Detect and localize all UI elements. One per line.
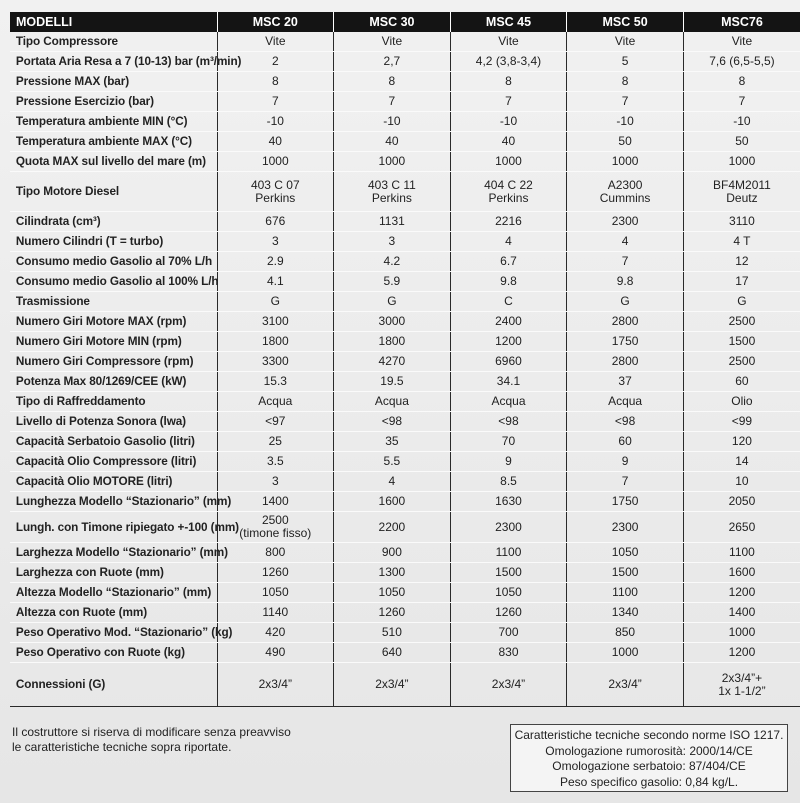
table-cell: 12	[683, 252, 800, 272]
cell-line: Deutz	[726, 190, 758, 205]
table-cell: 17	[683, 272, 800, 292]
norms-line: Caratteristiche tecniche secondo norme ISO 1217.	[514, 728, 784, 742]
table-cell: 3000	[334, 312, 451, 332]
table-cell: 5.5	[334, 452, 451, 472]
table-cell: Acqua	[217, 392, 334, 412]
row-label: Connessioni (G)	[10, 663, 213, 707]
table-cell: 3.5	[217, 452, 334, 472]
table-cell: 420	[217, 623, 334, 643]
table-cell: 4 T	[683, 232, 800, 252]
table-cell: 3100	[217, 312, 334, 332]
table-cell: 10	[683, 472, 800, 492]
table-cell: -10	[450, 112, 567, 132]
table-cell: 1400	[683, 603, 800, 623]
table-cell: 2216	[450, 212, 567, 232]
row-label: Portata Aria Resa a 7 (10-13) bar (m³/min)	[10, 52, 213, 72]
cell-line: Perkins	[371, 190, 412, 205]
norms-line: Omologazione serbatoio: 87/404/CE	[552, 759, 746, 773]
table-cell: 2300	[450, 512, 567, 543]
table-cell: <97	[217, 412, 334, 432]
table-row	[10, 432, 800, 452]
table-cell: 1000	[217, 152, 334, 172]
table-cell: 1000	[567, 643, 684, 663]
table-cell: G	[334, 292, 451, 312]
table-row	[10, 32, 800, 52]
table-cell: 1050	[567, 543, 684, 563]
table-cell: 1500	[450, 563, 567, 583]
table-cell: 3	[217, 232, 334, 252]
table-row	[10, 212, 800, 232]
table-cell: 2800	[567, 352, 684, 372]
table-row	[10, 472, 800, 492]
table-cell: <99	[683, 412, 800, 432]
table-cell: 60	[567, 432, 684, 452]
table-cell: Acqua	[334, 392, 451, 412]
table-row	[10, 112, 800, 132]
table-row	[10, 412, 800, 432]
row-label: Lunghezza Modello “Stazionario” (mm)	[10, 492, 213, 512]
table-cell: 3	[217, 472, 334, 492]
table-cell: 2200	[334, 512, 451, 543]
table-cell: -10	[683, 112, 800, 132]
table-cell: 7	[567, 472, 684, 492]
table-cell: -10	[217, 112, 334, 132]
row-label: Altezza con Ruote (mm)	[10, 603, 213, 623]
table-cell: 7	[334, 92, 451, 112]
table-cell: 9.8	[567, 272, 684, 292]
row-label: Potenza Max 80/1269/CEE (kW)	[10, 372, 213, 392]
table-cell: 8	[567, 72, 684, 92]
table-cell: 490	[217, 643, 334, 663]
table-cell: 40	[334, 132, 451, 152]
row-label: Capacità Serbatoio Gasolio (litri)	[10, 432, 213, 452]
table-row	[10, 232, 800, 252]
table-cell: 40	[217, 132, 334, 152]
disclaimer-line: le caratteristiche tecniche sopra riportate.	[12, 740, 232, 754]
table-cell: 1200	[683, 583, 800, 603]
table-row	[10, 492, 800, 512]
table-cell: 2x3/4”	[450, 663, 567, 707]
row-label: Peso Operativo con Ruote (kg)	[10, 643, 213, 663]
table-cell: 1000	[683, 623, 800, 643]
table-cell: G	[683, 292, 800, 312]
table-cell: 9.8	[450, 272, 567, 292]
table-cell: 1600	[334, 492, 451, 512]
row-label: Peso Operativo Mod. “Stazionario” (kg)	[10, 623, 213, 643]
table-cell: 14	[683, 452, 800, 472]
table-cell: 830	[450, 643, 567, 663]
table-row	[10, 292, 800, 312]
table-cell: 5	[567, 52, 684, 72]
table-cell: 1100	[683, 543, 800, 563]
table-row	[10, 252, 800, 272]
table-cell: 1400	[217, 492, 334, 512]
table-row	[10, 583, 800, 603]
table-cell: 1800	[217, 332, 334, 352]
table-cell: 2	[217, 52, 334, 72]
row-label: Consumo medio Gasolio al 70% L/h	[10, 252, 213, 272]
table-cell: 1200	[683, 643, 800, 663]
table-cell: 1000	[334, 152, 451, 172]
row-label: Tipo Motore Diesel	[10, 172, 213, 212]
table-cell: 8	[334, 72, 451, 92]
table-cell: Acqua	[567, 392, 684, 412]
table-cell: 7	[567, 92, 684, 112]
row-label: Temperatura ambiente MIN (°C)	[10, 112, 213, 132]
table-cell: 2,7	[334, 52, 451, 72]
table-row	[10, 512, 800, 543]
table-cell: 19.5	[334, 372, 451, 392]
table-row	[10, 52, 800, 72]
table-row	[10, 272, 800, 292]
table-cell: 7	[683, 92, 800, 112]
row-label: Lungh. con Timone ripiegato +-100 (mm)	[10, 512, 213, 543]
table-cell: Vite	[567, 32, 684, 52]
row-label: Cilindrata (cm³)	[10, 212, 213, 232]
cell-line: Perkins	[255, 190, 296, 205]
table-cell: C	[450, 292, 567, 312]
table-row	[10, 603, 800, 623]
table-cell: 1000	[450, 152, 567, 172]
table-row	[10, 132, 800, 152]
disclaimer-note	[12, 725, 291, 755]
cell-line: Perkins	[488, 190, 529, 205]
table-cell: 50	[567, 132, 684, 152]
table-cell	[683, 663, 800, 707]
table-cell: 1050	[450, 583, 567, 603]
table-cell: <98	[334, 412, 451, 432]
cell-line: (timone fisso)	[239, 526, 312, 540]
table-cell: 2x3/4”	[334, 663, 451, 707]
row-label: Numero Giri Compressore (rpm)	[10, 352, 213, 372]
table-cell: 1000	[683, 152, 800, 172]
table-cell: 2500	[683, 312, 800, 332]
row-label: Pressione Esercizio (bar)	[10, 92, 213, 112]
table-cell: 4	[450, 232, 567, 252]
table-cell: 6960	[450, 352, 567, 372]
table-row	[10, 332, 800, 352]
row-label: Pressione MAX (bar)	[10, 72, 213, 92]
table-row	[10, 312, 800, 332]
row-label: Numero Giri Motore MIN (rpm)	[10, 332, 213, 352]
row-label: Quota MAX sul livello del mare (m)	[10, 152, 213, 172]
table-cell	[217, 172, 334, 212]
row-label: Trasmissione	[10, 292, 213, 312]
table-cell: 8	[683, 72, 800, 92]
cell-line: BF4M2011	[713, 177, 771, 192]
table-cell: 7	[567, 252, 684, 272]
table-cell: 6.7	[450, 252, 567, 272]
table-cell: 1131	[334, 212, 451, 232]
table-row	[10, 663, 800, 707]
table-cell: 3300	[217, 352, 334, 372]
norms-line: Peso specifico gasolio: 0,84 kg/L.	[559, 774, 739, 789]
table-cell: 1100	[567, 583, 684, 603]
table-cell: 4,2 (3,8-3,4)	[450, 52, 567, 72]
row-label: Numero Cilindri (T = turbo)	[10, 232, 213, 252]
row-label: Larghezza con Ruote (mm)	[10, 563, 213, 583]
table-cell: 3	[334, 232, 451, 252]
table-cell: 9	[567, 452, 684, 472]
table-cell: 60	[683, 372, 800, 392]
table-row	[10, 72, 800, 92]
table-cell: 800	[217, 543, 334, 563]
norms-box	[510, 724, 788, 792]
table-cell: 1500	[683, 332, 800, 352]
table-cell: 2x3/4”	[567, 663, 684, 707]
table-row	[10, 643, 800, 663]
row-label: Tipo Compressore	[10, 32, 213, 52]
table-cell: <98	[567, 412, 684, 432]
table-cell: 2400	[450, 312, 567, 332]
table-cell: 510	[334, 623, 451, 643]
table-cell: 4.2	[334, 252, 451, 272]
table-cell: 1300	[334, 563, 451, 583]
row-label: Numero Giri Motore MAX (rpm)	[10, 312, 213, 332]
table-cell: 34.1	[450, 372, 567, 392]
table-row	[10, 152, 800, 172]
row-label: Larghezza Modello “Stazionario” (mm)	[10, 543, 213, 563]
table-cell: Vite	[334, 32, 451, 52]
table-cell: 2050	[683, 492, 800, 512]
table-row	[10, 372, 800, 392]
table-cell: 120	[683, 432, 800, 452]
table-cell: 3110	[683, 212, 800, 232]
table-cell: 1260	[217, 563, 334, 583]
cell-line: 403 C 07	[250, 177, 300, 192]
row-label: Tipo di Raffreddamento	[10, 392, 213, 412]
table-cell: 1050	[334, 583, 451, 603]
table-row	[10, 172, 800, 212]
table-cell: 70	[450, 432, 567, 452]
cell-line: 2500	[261, 513, 289, 527]
specifications-table	[10, 12, 800, 707]
table-row	[10, 352, 800, 372]
cell-line: 403 C 11	[367, 177, 416, 192]
table-cell: 2x3/4”	[217, 663, 334, 707]
row-label: Capacità Olio Compressore (litri)	[10, 452, 213, 472]
table-cell: 9	[450, 452, 567, 472]
table-cell: 900	[334, 543, 451, 563]
table-row	[10, 92, 800, 112]
table-cell: 40	[450, 132, 567, 152]
table-cell: 25	[217, 432, 334, 452]
row-label: Consumo medio Gasolio al 100% L/h	[10, 272, 213, 292]
row-label: Temperatura ambiente MAX (°C)	[10, 132, 213, 152]
table-cell: 1800	[334, 332, 451, 352]
table-cell: 2300	[567, 212, 684, 232]
table-cell	[567, 172, 684, 212]
cell-line: 2x3/4”+	[721, 670, 763, 685]
table-cell: 1050	[217, 583, 334, 603]
table-cell: 2800	[567, 312, 684, 332]
table-cell: 8.5	[450, 472, 567, 492]
cell-line: 1x 1-1/2”	[718, 683, 766, 698]
table-row	[10, 392, 800, 412]
header-model: MSC 30	[334, 12, 451, 32]
table-cell: Olio	[683, 392, 800, 412]
table-cell: 4	[334, 472, 451, 492]
header-model: MSC 45	[450, 12, 567, 32]
table-cell: Vite	[217, 32, 334, 52]
table-cell: 1100	[450, 543, 567, 563]
header-model: MSC 20	[217, 12, 334, 32]
table-row	[10, 623, 800, 643]
table-cell: 1600	[683, 563, 800, 583]
table-body	[10, 32, 800, 707]
table-cell: Acqua	[450, 392, 567, 412]
table-cell: 1750	[567, 492, 684, 512]
table-cell	[450, 172, 567, 212]
table-cell: 1200	[450, 332, 567, 352]
table-cell: 2300	[567, 512, 684, 543]
table-cell: 15.3	[217, 372, 334, 392]
cell-line: 404 C 22	[484, 177, 533, 192]
table-cell: 2.9	[217, 252, 334, 272]
header-modelli: MODELLI	[10, 12, 217, 32]
table-cell: G	[567, 292, 684, 312]
cell-line: A2300	[607, 177, 643, 192]
table-cell: 37	[567, 372, 684, 392]
table-cell: 8	[217, 72, 334, 92]
table-header-row	[10, 12, 800, 32]
table-cell: 7,6 (6,5-5,5)	[683, 52, 800, 72]
table-cell	[683, 172, 800, 212]
table-cell: 1140	[217, 603, 334, 623]
table-cell: 1630	[450, 492, 567, 512]
table-cell: 7	[450, 92, 567, 112]
table-cell: <98	[450, 412, 567, 432]
table-cell: Vite	[450, 32, 567, 52]
table-cell: 7	[217, 92, 334, 112]
table-cell: 5.9	[334, 272, 451, 292]
table-cell: 850	[567, 623, 684, 643]
table-cell: -10	[334, 112, 451, 132]
table-cell: 1000	[567, 152, 684, 172]
table-cell: 4.1	[217, 272, 334, 292]
header-model: MSC76	[683, 12, 800, 32]
table-cell: 50	[683, 132, 800, 152]
table-cell: 1340	[567, 603, 684, 623]
table-cell: 35	[334, 432, 451, 452]
disclaimer-line: Il costruttore si riserva di modificare senza preavviso	[12, 725, 291, 739]
table-cell: 700	[450, 623, 567, 643]
row-label: Livello di Potenza Sonora (lwa)	[10, 412, 213, 432]
table-cell: 676	[217, 212, 334, 232]
cell-line: Cummins	[599, 190, 651, 205]
table-cell: 640	[334, 643, 451, 663]
table-cell: 1750	[567, 332, 684, 352]
table-cell: 4	[567, 232, 684, 252]
table-cell: 1260	[450, 603, 567, 623]
table-cell: 8	[450, 72, 567, 92]
table-row	[10, 563, 800, 583]
table-cell: Vite	[683, 32, 800, 52]
header-model: MSC 50	[567, 12, 684, 32]
table-cell: 2500	[683, 352, 800, 372]
table-row	[10, 452, 800, 472]
table-cell: 1500	[567, 563, 684, 583]
norms-line: Omologazione rumorosità: 2000/14/CE	[545, 743, 753, 758]
table-cell: -10	[567, 112, 684, 132]
table-row	[10, 543, 800, 563]
row-label: Altezza Modello “Stazionario” (mm)	[10, 583, 213, 603]
table-cell: 2650	[683, 512, 800, 543]
table-cell: 4270	[334, 352, 451, 372]
row-label: Capacità Olio MOTORE (litri)	[10, 472, 213, 492]
table-cell: 1260	[334, 603, 451, 623]
table-cell: G	[217, 292, 334, 312]
table-cell	[334, 172, 451, 212]
